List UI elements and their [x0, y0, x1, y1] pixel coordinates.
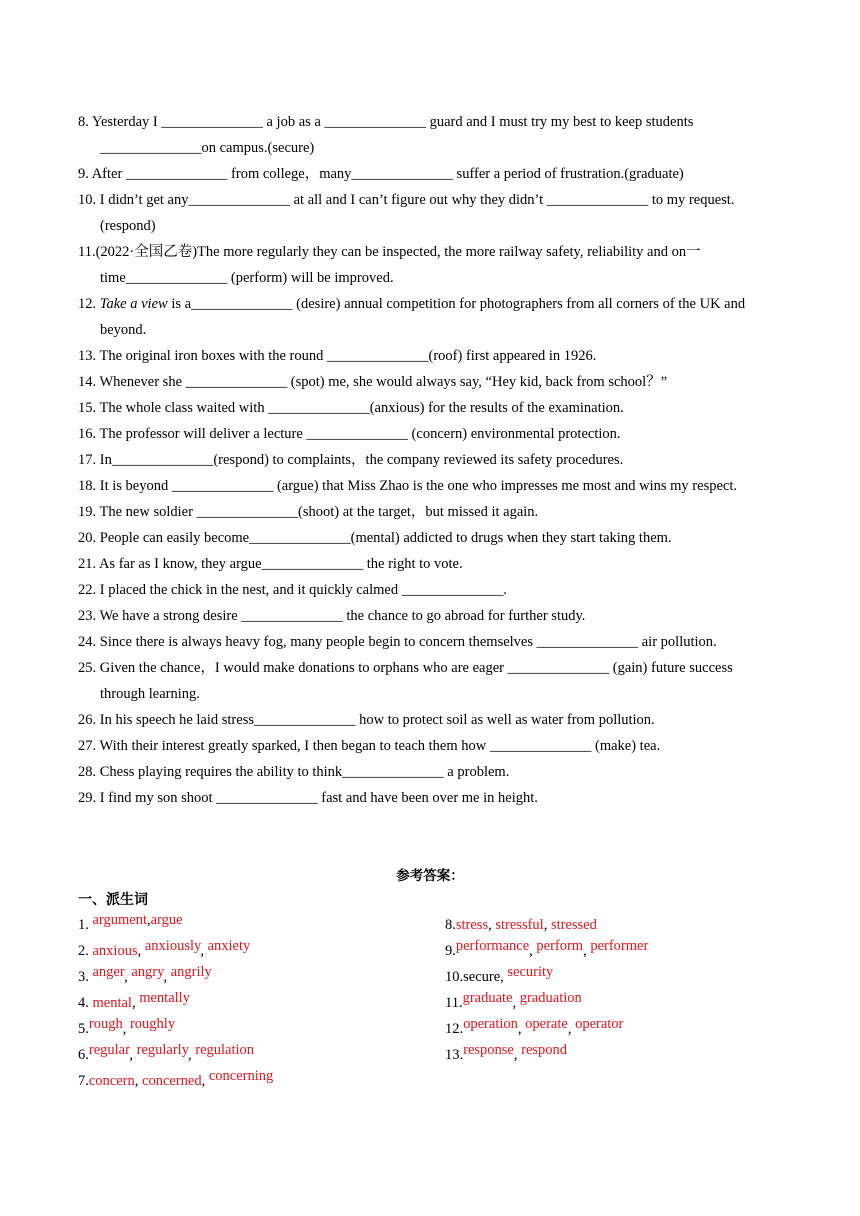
question-text: 22. I placed the chick in the nest, and it quickly calmed ______________.: [78, 582, 507, 598]
answer-word: rough: [88, 1016, 123, 1032]
question-list: [78, 109, 788, 811]
question-item: [78, 343, 788, 369]
answers-right-column: [445, 912, 805, 1068]
question-item: [78, 499, 788, 525]
answer-separator: ,: [583, 943, 591, 959]
question-item: [78, 395, 788, 421]
answer-separator: ,: [513, 1047, 522, 1063]
question-continuation: beyond.: [100, 322, 147, 338]
question-item: [78, 421, 788, 447]
answer-word: mentally: [139, 990, 190, 1006]
answer-item: [78, 1016, 438, 1042]
answer-word: regular: [88, 1042, 130, 1058]
question-text: [78, 296, 745, 312]
answer-item: [445, 938, 805, 964]
question-text: 18. It is beyond ______________ (argue) that Miss Zhao is the one who impresses me most and wins my respect.: [78, 478, 737, 494]
answer-word: anxious: [92, 943, 138, 959]
answer-word: operate: [525, 1016, 568, 1032]
answer-word: anxiously: [144, 938, 201, 954]
answer-word: angrily: [170, 964, 212, 980]
question-text: 26. In his speech he laid stress______________ how to protect soil as well as water from pollution.: [78, 712, 655, 728]
answer-number: 7.: [78, 1073, 89, 1089]
question-item: [78, 369, 788, 395]
answer-separator: ,: [129, 1047, 137, 1063]
answer-item: [78, 1068, 438, 1094]
answer-number: 9.: [445, 943, 456, 959]
answer-word: regularly: [136, 1042, 189, 1058]
question-item: [78, 525, 788, 551]
answer-number: 5.: [78, 1021, 89, 1037]
answer-separator: ,: [517, 1021, 526, 1037]
answer-separator: ,: [543, 917, 551, 933]
answer-item: [78, 938, 438, 964]
answer-item: [78, 990, 438, 1016]
answer-item: [78, 912, 438, 938]
answer-word: graduation: [519, 990, 582, 1006]
italic-title: Take a view: [99, 296, 168, 312]
answer-item: [445, 964, 805, 990]
answer-separator: ,: [131, 995, 140, 1011]
question-text: 24. Since there is always heavy fog, many people begin to concern themselves ______________ air pollution.: [78, 634, 717, 650]
question-text: 11.(2022·全国乙卷)The more regularly they can be inspected, the more railway safety, reliability and on一: [78, 244, 701, 260]
question-item: [78, 161, 788, 187]
answer-separator: ,: [512, 995, 520, 1011]
question-item: [78, 707, 788, 733]
answer-word: angry: [131, 964, 164, 980]
answer-number: 6.: [78, 1047, 89, 1063]
question-item: [78, 577, 788, 603]
question-text: 27. With their interest greatly sparked, I then began to teach them how ______________ (make) tea.: [78, 738, 661, 754]
answer-word: respond: [521, 1042, 568, 1058]
answer-item: [445, 1016, 805, 1042]
question-item: [78, 603, 788, 629]
question-text: 9. After ______________ from college，many______________ suffer a period of frustration.(graduate): [78, 166, 684, 182]
answer-number: 1.: [78, 917, 93, 933]
answer-number: 11.: [445, 995, 463, 1011]
answer-number: 12.: [445, 1021, 464, 1037]
answer-word: anxiety: [207, 938, 251, 954]
question-continuation: ______________on campus.(secure): [100, 140, 315, 156]
answer-separator: secure: [463, 969, 501, 985]
answer-word: regulation: [195, 1042, 255, 1058]
question-item: [78, 785, 788, 811]
answer-word: stressed: [550, 917, 597, 933]
answer-number: 8.: [445, 917, 456, 933]
answer-item: [78, 1042, 438, 1068]
question-number: 12.: [78, 296, 100, 312]
question-text: 15. The whole class waited with ______________(anxious) for the results of the examination.: [78, 400, 624, 416]
question-item: [78, 291, 788, 343]
question-item: [78, 655, 788, 707]
question-rest: is a______________ (desire) annual competition for photographers from all corners of the UK and: [167, 296, 746, 312]
question-text: 25. Given the chance，I would make donations to orphans who are eager ______________ (gain) future success: [78, 660, 733, 676]
answer-word: security: [507, 964, 554, 980]
question-text: 28. Chess playing requires the ability to think______________ a problem.: [78, 764, 510, 780]
answer-word: roughly: [129, 1016, 176, 1032]
answer-item: [445, 912, 805, 938]
answer-word: argue: [150, 912, 183, 928]
question-text: 16. The professor will deliver a lecture ______________ (concern) environmental protection.: [78, 426, 621, 442]
answer-word: performer: [590, 938, 649, 954]
question-item: [78, 239, 788, 291]
answer-word: operator: [575, 1016, 624, 1032]
answer-number: 2.: [78, 943, 93, 959]
answer-word: stress: [455, 917, 489, 933]
answer-separator: ,: [567, 1021, 576, 1037]
question-item: [78, 109, 788, 161]
answer-word: stressful: [495, 917, 544, 933]
answer-word: performance: [455, 938, 530, 954]
answer-separator: ,: [124, 969, 132, 985]
answer-word: mental: [92, 995, 132, 1011]
answer-separator: ,: [163, 969, 171, 985]
question-item: [78, 187, 788, 239]
answer-number: 4.: [78, 995, 93, 1011]
question-text: 17. In______________(respond) to complaints，the company reviewed its safety procedures.: [78, 452, 624, 468]
answer-item: [445, 1042, 805, 1068]
question-continuation: (respond): [100, 218, 156, 234]
question-text: 21. As far as I know, they argue______________ the right to vote.: [78, 556, 463, 572]
section-heading: 一、派生词: [78, 892, 148, 908]
question-item: [78, 551, 788, 577]
question-text: 20. People can easily become______________(mental) addicted to drugs when they start taking them.: [78, 530, 672, 546]
answer-number: 10.: [445, 969, 464, 985]
answers-left-column: [78, 912, 438, 1094]
answer-word: anger: [92, 964, 125, 980]
question-text: 13. The original iron boxes with the round ______________(roof) first appeared in 1926.: [78, 348, 597, 364]
answer-separator: ,: [188, 1047, 196, 1063]
answer-word: operation: [463, 1016, 518, 1032]
answer-number: 13.: [445, 1047, 464, 1063]
answer-word: argument: [92, 912, 147, 928]
question-item: [78, 629, 788, 655]
answer-separator: ,: [488, 917, 496, 933]
question-item: [78, 447, 788, 473]
question-text: 10. I didn’t get any______________ at all and I can’t figure out why they didn’t ______________ to my request.: [78, 192, 735, 208]
question-text: 14. Whenever she ______________ (spot) me, she would always say, “Hey kid, back from school？”: [78, 374, 668, 390]
answer-word: concern: [88, 1073, 135, 1089]
answer-word: perform: [536, 938, 584, 954]
question-continuation: time______________ (perform) will be improved.: [100, 270, 394, 286]
answer-number: 3.: [78, 969, 93, 985]
answer-word: concerned: [142, 1073, 202, 1089]
answers-heading: 参考答案：: [396, 868, 464, 884]
answer-separator: ,: [147, 912, 151, 928]
answer-word: response: [463, 1042, 514, 1058]
question-text: 19. The new soldier ______________(shoot) at the target，but missed it again.: [78, 504, 539, 520]
answer-separator: ,: [137, 943, 145, 959]
answer-separator: ,: [500, 969, 508, 985]
answer-separator: ,: [134, 1073, 143, 1089]
question-item: [78, 733, 788, 759]
answer-separator: ,: [122, 1021, 130, 1037]
answer-item: [445, 990, 805, 1016]
question-item: [78, 473, 788, 499]
answer-separator: ,: [201, 1073, 209, 1089]
question-text: 8. Yesterday I ______________ a job as a ______________ guard and I must try my best to keep students: [78, 114, 694, 130]
answer-separator: ,: [529, 943, 537, 959]
answer-word: concerning: [208, 1068, 274, 1084]
question-continuation: through learning.: [100, 686, 200, 702]
answer-separator: ,: [200, 943, 208, 959]
answer-word: graduate: [462, 990, 513, 1006]
question-item: [78, 759, 788, 785]
answer-item: [78, 964, 438, 990]
question-text: 29. I find my son shoot ______________ fast and have been over me in height.: [78, 790, 538, 806]
question-text: 23. We have a strong desire ______________ the chance to go abroad for further study.: [78, 608, 586, 624]
